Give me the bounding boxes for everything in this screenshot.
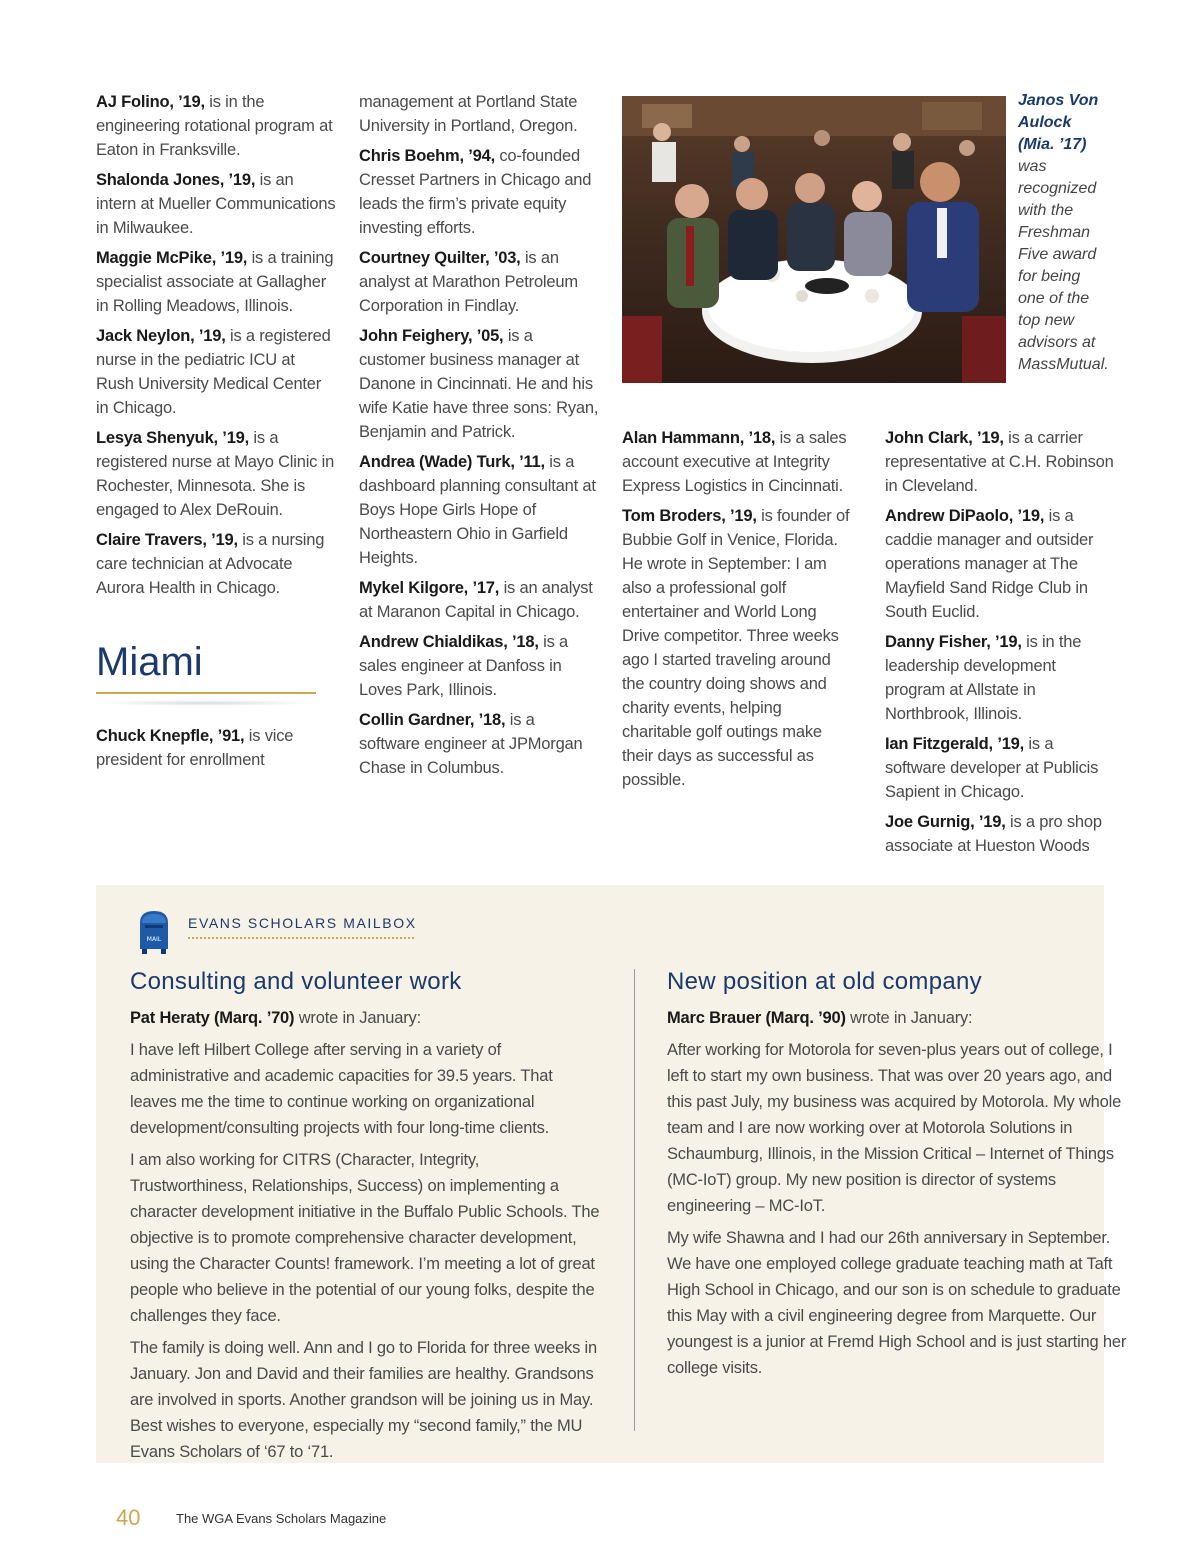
class-note: Chris Boehm, ’94, co-founded Cresset Partners in Chicago and leads the firm’s private equity investing efforts. (359, 147, 592, 237)
column-4 (885, 426, 1115, 864)
class-note: Chuck Knepfle, ’91, is vice president for enrollment (96, 727, 294, 769)
column-divider (634, 969, 635, 1431)
class-note: Andrea (Wade) Turk, ’11, is a dashboard planning consultant at Boys Hope Girls Hope of Northeastern Ohio in Garfield Heights. (359, 453, 596, 567)
letter-intro: Pat Heraty (Marq. ’70) wrote in January: (130, 1009, 421, 1027)
column-3 (622, 426, 852, 798)
letter-paragraph: My wife Shawna and I had our 26th anniversary in September. We have one employed college graduate teaching math at Taft High School in Chicago, and our son is on schedule to graduate this May with a civil engineering degree from Marquette. Our youngest is a junior at Fremd High School and is just starting her college visits. (667, 1229, 1127, 1377)
class-note: Joe Gurnig, ’19, is a pro shop associate at Hueston Woods (885, 813, 1102, 855)
class-note: Courtney Quilter, ’03, is an analyst at Marathon Petroleum Corporation in Findlay. (359, 249, 578, 315)
class-note: AJ Folino, ’19, is in the engineering rotational program at Eaton in Franksville. (96, 93, 333, 159)
group-photo-illustration (622, 96, 1006, 383)
class-note: Shalonda Jones, ’19, is an intern at Mueller Communications in Milwaukee. (96, 171, 336, 237)
letter-paragraph: The family is doing well. Ann and I go to Florida for three weeks in January. Jon and David and their families are healthy. Grandsons are involved in sports. Another grandson will be joining us in May. Best wishes to everyone, especially my “second family,” the MU Evans Scholars of ‘67 to ‘71. (130, 1339, 597, 1461)
mailbox-label: EVANS SCHOLARS MAILBOX (188, 915, 417, 931)
section-title-miami: Miami (96, 640, 203, 684)
class-note: Ian Fitzgerald, ’19, is a software developer at Publicis Sapient in Chicago. (885, 735, 1099, 801)
mailbox-icon-text: MAIL (146, 936, 162, 943)
class-note-continuation: management at Portland State University in Portland, Oregon. (359, 93, 578, 135)
class-note: Maggie McPike, ’19, is a training specialist associate at Gallagher in Rolling Meadows, Illinois. (96, 249, 334, 315)
mailbox-icon (136, 909, 172, 955)
letter-paragraph: After working for Motorola for seven-plus years out of college, I left to start my own business. That was over 20 years ago, and this past July, my business was acquired by Motorola. My whole team and I are now working over at Motorola Solutions in Schaumburg, Illinois, in the Mission Critical – Internet of Things (MC-IoT) group. My new position is director of systems engineering – MC-IoT. (667, 1041, 1122, 1215)
column-1 (96, 90, 336, 778)
mailbox-letter-left (130, 965, 600, 1471)
letter-paragraph: I have left Hilbert College after serving in a variety of administrative and academic capacities for 39.5 years. That leaves me the time to continue working on organizational development/consulting projects with four long-time clients. (130, 1041, 553, 1137)
class-note: John Feighery, ’05, is a customer business manager at Danone in Cincinnati. He and his wife Katie have three sons: Ryan, Benjamin and Patrick. (359, 327, 599, 441)
section-rule (96, 692, 316, 694)
letter-heading: Consulting and volunteer work (130, 968, 462, 995)
photo-caption: Janos Von Aulock (Mia. ’17) was recognized with the Freshman Five award for being one of the top new advisors at MassMutual. (1018, 92, 1109, 373)
mailbox-label-dots (188, 937, 414, 939)
page-number: 40 (116, 1505, 141, 1530)
letter-intro: Marc Brauer (Marq. ’90) wrote in January: (667, 1009, 973, 1027)
class-note: Claire Travers, ’19, is a nursing care technician at Advocate Aurora Health in Chicago. (96, 531, 325, 597)
letter-heading: New position at old company (667, 968, 982, 995)
class-note: Tom Broders, ’19, is founder of Bubbie Golf in Venice, Florida. He wrote in September: I am also a professional golf entertainer and World Long Drive competitor. Three weeks ago I started traveling around the country doing shows and charity events, helping charitable golf outings make their days as successful as possible. (622, 507, 850, 789)
evans-scholars-mailbox (96, 885, 1127, 1463)
class-note: Collin Gardner, ’18, is a software engineer at JPMorgan Chase in Columbus. (359, 711, 583, 777)
class-note: Jack Neylon, ’19, is a registered nurse in the pediatric ICU at Rush University Medical Center in Chicago. (96, 327, 331, 417)
group-photo (622, 96, 1006, 383)
class-note: Andrew DiPaolo, ’19, is a caddie manager and outsider operations manager at The Mayfield Sand Ridge Club in South Euclid. (885, 507, 1094, 621)
class-note: Mykel Kilgore, ’17, is an analyst at Maranon Capital in Chicago. (359, 579, 593, 621)
letter-paragraph: I am also working for CITRS (Character, Integrity, Trustworthiness, Relationships, Success) on implementing a character development initiative in the Buffalo Public Schools. The objective is to promote comprehensive character development, using the Character Counts! framework. I’m meeting a lot of great people who believe in the potential of our young folks, despite the challenges they face. (130, 1151, 600, 1325)
column-2 (359, 90, 599, 786)
class-note: Andrew Chialdikas, ’18, is a sales engineer at Danfoss in Loves Park, Illinois. (359, 633, 568, 699)
class-note: Lesya Shenyuk, ’19, is a registered nurse at Mayo Clinic in Rochester, Minnesota. She is engaged to Alex DeRouin. (96, 429, 335, 519)
class-note: Alan Hammann, ’18, is a sales account executive at Integrity Express Logistics in Cincinnati. (622, 429, 847, 495)
class-note: Danny Fisher, ’19, is in the leadership development program at Allstate in Northbrook, Illinois. (885, 633, 1082, 723)
mailbox-letter-right (667, 965, 1137, 1387)
magazine-title: The WGA Evans Scholars Magazine (176, 1511, 387, 1526)
class-note: John Clark, ’19, is a carrier representative at C.H. Robinson in Cleveland. (885, 429, 1114, 495)
